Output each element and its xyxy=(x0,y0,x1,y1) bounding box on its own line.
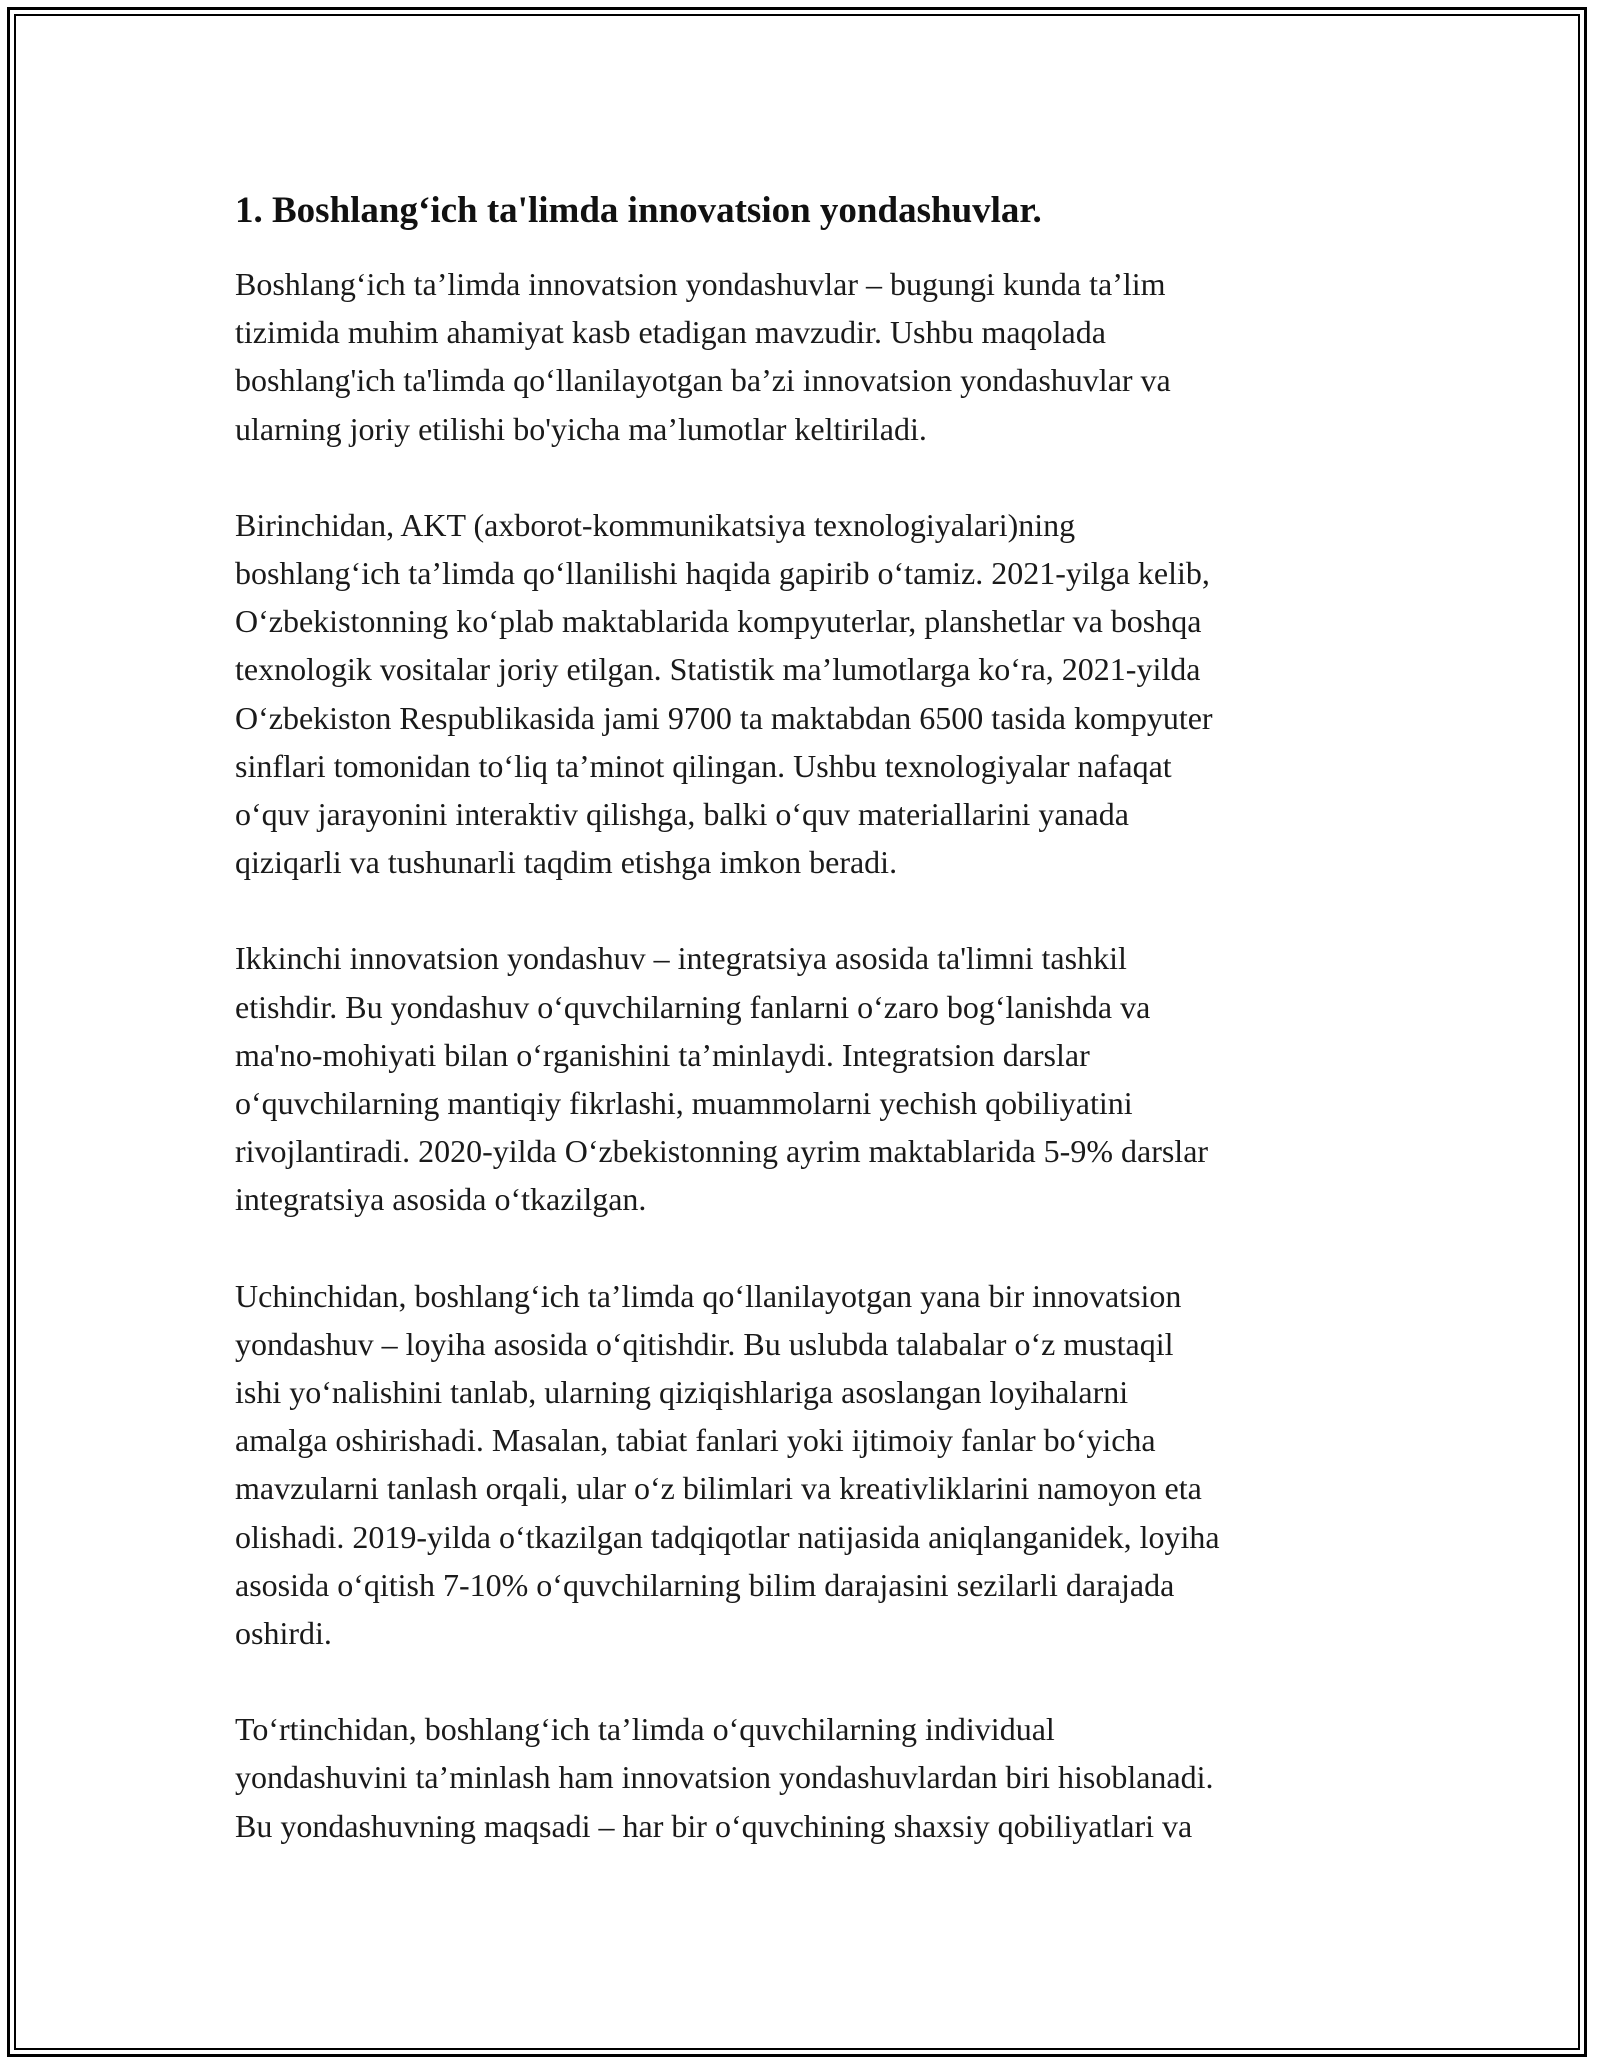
section-heading: 1. Boshlang‘ich ta'limda innovatsion yondashuvlar. xyxy=(235,190,1042,231)
text-line: ma'no-mohiyati bilan o‘rganishini ta’minlaydi. Integratsion darslar xyxy=(235,1036,1090,1073)
text-line: O‘zbekiston Respublikasida jami 9700 ta maktabdan 6500 tasida kompyuter xyxy=(235,699,1213,736)
text-line: yondashuvini ta’minlash ham innovatsion yondashuvlardan biri hisoblanadi. xyxy=(235,1759,1214,1796)
text-line: Uchinchidan, boshlang‘ich ta’limda qo‘llanilayotgan yana bir innovatsion xyxy=(235,1277,1182,1314)
text-line: mavzularni tanlash orqali, ular o‘z bilimlari va kreativliklarini namoyon eta xyxy=(235,1470,1202,1507)
text-line: oshirdi. xyxy=(235,1615,332,1652)
text-line: qiziqarli va tushunarli taqdim etishga imkon beradi. xyxy=(235,844,898,881)
text-line: o‘quvchilarning mantiqiy fikrlashi, muammolarni yechish qobiliyatini xyxy=(235,1085,1133,1122)
text-line: asosida o‘qitish 7-10% o‘quvchilarning bilim darajasini sezilarli darajada xyxy=(235,1566,1175,1603)
text-line: Birinchidan, AKT (axborot-kommunikatsiya texnologiyalari)ning xyxy=(235,506,1076,543)
text-line: olishadi. 2019-yilda o‘tkazilgan tadqiqotlar natijasida aniqlanganidek, loyiha xyxy=(235,1518,1220,1555)
text-line: amalga oshirishadi. Masalan, tabiat fanlari yoki ijtimoiy fanlar bo‘yicha xyxy=(235,1422,1156,1459)
paragraph-third-approach xyxy=(235,1272,1375,1658)
text-line: To‘rtinchidan, boshlang‘ich ta’limda o‘quvchilarning individual xyxy=(235,1711,1055,1748)
text-line: ularning joriy etilishi bo'yicha ma’lumotlar keltiriladi. xyxy=(235,410,927,447)
text-line: integratsiya asosida o‘tkazilgan. xyxy=(235,1181,647,1218)
text-line: O‘zbekistonning ko‘plab maktablarida kompyuterlar, planshetlar va boshqa xyxy=(235,603,1202,640)
paragraph-intro xyxy=(235,260,1375,453)
text-line: sinflari tomonidan to‘liq ta’minot qilingan. Ushbu texnologiyalar nafaqat xyxy=(235,747,1172,784)
text-line: Boshlang‘ich ta’limda innovatsion yondashuvlar – bugungi kunda ta’lim xyxy=(235,266,1166,302)
paragraph-second-approach xyxy=(235,934,1375,1223)
text-line: Ikkinchi innovatsion yondashuv – integratsiya asosida ta'limni tashkil xyxy=(235,940,1127,977)
text-line: o‘quv jarayonini interaktiv qilishga, balki o‘quv materiallarini yanada xyxy=(235,796,1129,833)
text-line: boshlang‘ich ta’limda qo‘llanilishi haqida gapirib o‘tamiz. 2021-yilga kelib, xyxy=(235,555,1210,592)
document-body xyxy=(235,188,1375,1898)
text-line: texnologik vositalar joriy etilgan. Statistik ma’lumotlarga ko‘ra, 2021-yilda xyxy=(235,651,1201,688)
text-line: rivojlantiradi. 2020-yilda O‘zbekistonning ayrim maktablarida 5-9% darslar xyxy=(235,1133,1209,1170)
paragraph-fourth-approach xyxy=(235,1705,1375,1850)
paragraph-first-approach xyxy=(235,501,1375,887)
text-line: boshlang'ich ta'limda qo‘llanilayotgan ba’zi innovatsion yondashuvlar va xyxy=(235,362,1171,399)
text-line: tizimida muhim ahamiyat kasb etadigan mavzudir. Ushbu maqolada xyxy=(235,314,1106,351)
text-line: ishi yo‘nalishini tanlab, ularning qiziqishlariga asoslangan loyihalarni xyxy=(235,1374,1129,1411)
text-line: Bu yondashuvning maqsadi – har bir o‘quvchining shaxsiy qobiliyatlari va xyxy=(235,1807,1193,1844)
text-line: etishdir. Bu yondashuv o‘quvchilarning fanlarni o‘zaro bog‘lanishda va xyxy=(235,988,1151,1025)
text-line: yondashuv – loyiha asosida o‘qitishdir. Bu uslubda talabalar o‘z mustaqil xyxy=(235,1325,1174,1362)
